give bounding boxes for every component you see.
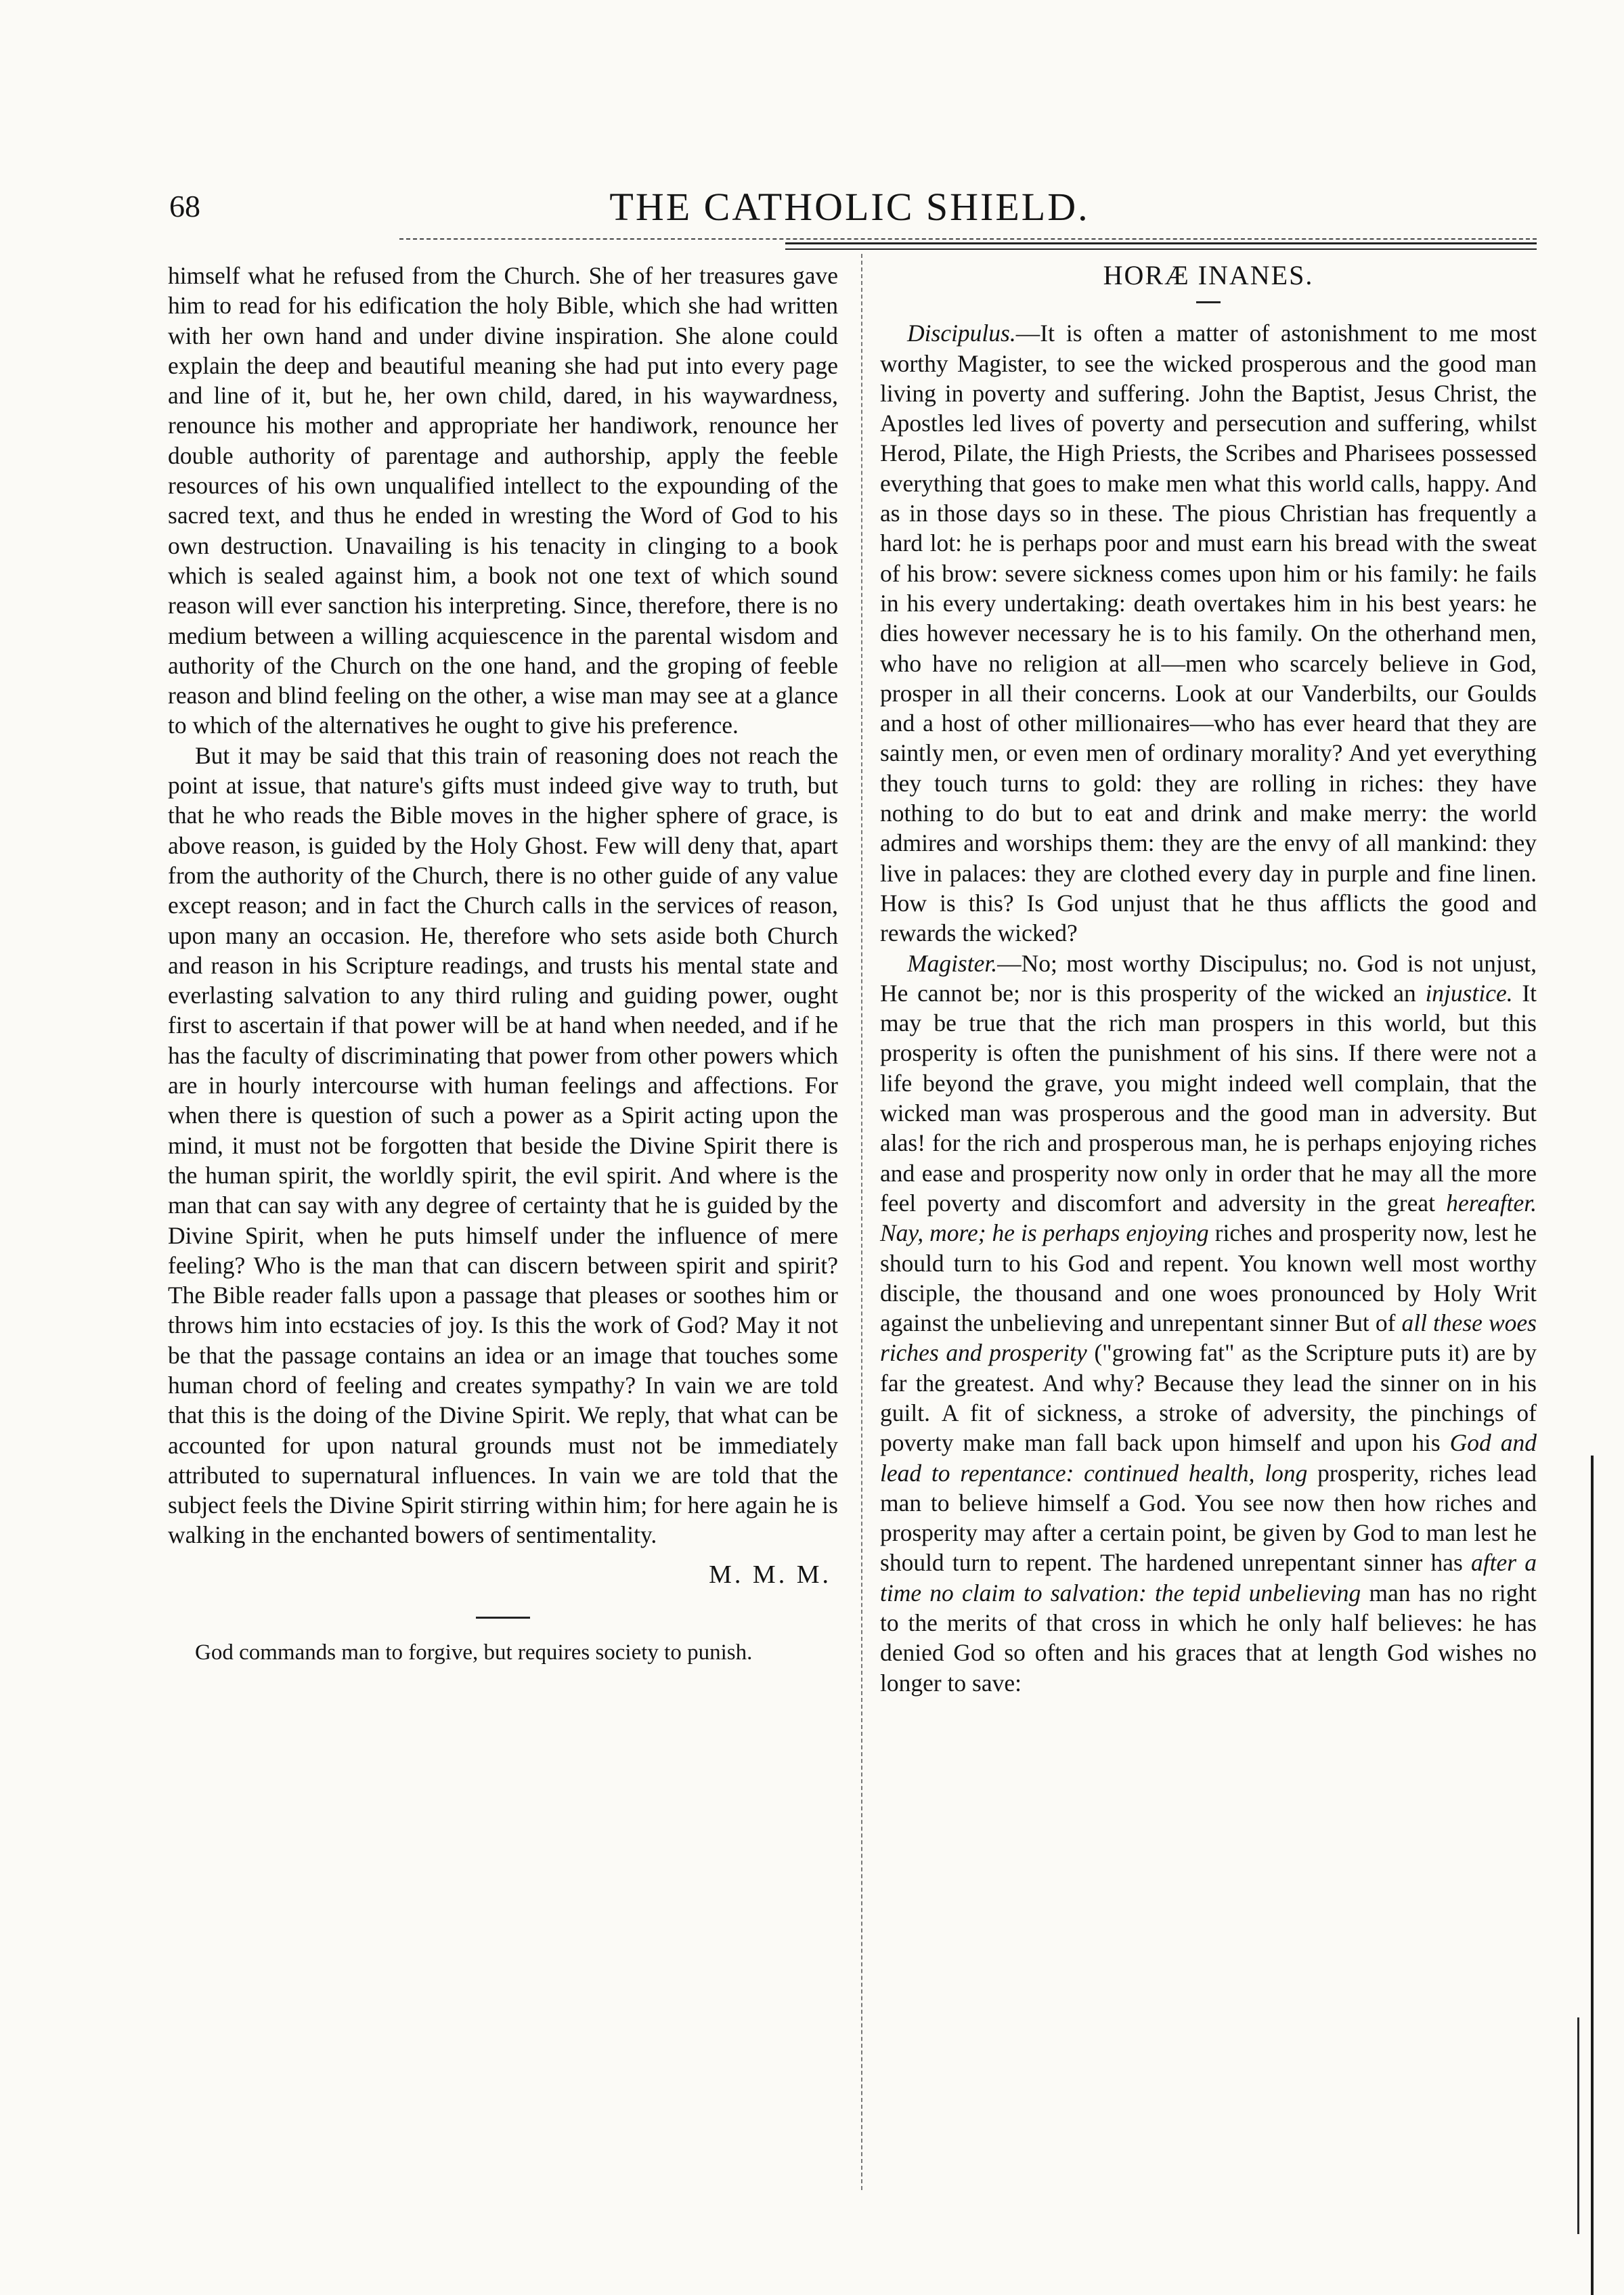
dialogue-paragraph-1 (880, 318, 1537, 948)
dialogue-text-2h: God and lead to repentance: continued health, long (880, 1429, 1537, 1487)
right-column (880, 261, 1537, 1698)
speaker-discipulus: Discipulus. (907, 320, 1016, 347)
dialogue-text-2d: hereafter. Nay, more; he is perhaps enjoying (880, 1189, 1537, 1247)
dialogue-text-2e: riches and prosperity now, lest he should turn to his God and repent. You known well most worthy disciple, the thousand and one woes pronounced by Holy Writ against the unbelieving and unrepentant sinner But of (880, 1219, 1537, 1337)
title-dash (1196, 301, 1221, 303)
dialogue-paragraph-2 (880, 948, 1537, 1698)
author-signature: M. M. M. (709, 1560, 831, 1589)
left-column (168, 261, 838, 1667)
dialogue-text-1: —It is often a matter of astonishment to me most worthy Magister, to see the wicked prosperous and the good man living in poverty and suffering. John the Baptist, Jesus Christ, the Apostles led lives of poverty and persecution and suffering, whilst Herod, Pilate, the High Priests, the Scribes and Pharisees possessed everything that goes to make men what this world calls, happy. And as in those days so in these. The pious Christian has frequently a hard lot: he is perhaps poor and must earn his bread with the sweat of his brow: severe sickness comes upon him or his family: he fails in his every undertaking: death overtakes him in his best years: he dies however necessary he is to his family. On the otherhand men, who have no religion at all—men who scarcely believe in God, prosper in all their concerns. Look at our Vanderbilts, our Goulds and a host of other millionaires—who has ever heard that they are saintly men, or even men of ordinary morality? And yet everything they touch turns to gold: they are rolling in riches: they have nothing to do but to eat and drink and make merry: the world admires and worships them: they are the envy of all mankind: they live in palaces: they are clothed every day in purple and fine linen. How is this? Is God unjust that he thus afflicts the good and rewards the wicked? (880, 320, 1537, 947)
dialogue-text-2k: man has no right to the merits of that cross in which he only half believes: he has denied God so often and his graces that at length God wishes no longer to save: (880, 1579, 1537, 1697)
dialogue-text-2b: injustice. (1425, 979, 1513, 1007)
dialogue-text-2c: It may be true that the rich man prospers in this world, but this prosperity is often the punishment of his sins. If there were not a life beyond the grave, you might indeed well complain, that the wicked man was prosperous and the good man in adversity. But alas! for the rich and prosperous man, he is perhaps enjoying riches and ease and prosperity now only in order that he may all the more feel poverty and discomfort and adversity in the great (880, 979, 1537, 1217)
page-number: 68 (169, 189, 200, 223)
page-edge-line-inner (1577, 2017, 1579, 2234)
dialogue-text-2g: ("growing fat" as the Scripture puts it) are by far the greatest. And why? Because they lead the sinner on in his guilt. A fit of sickness, a stroke of adversity, the pinchings of poverty make man fall back upon himself and upon his (880, 1339, 1537, 1457)
left-paragraph-1: himself what he refused from the Church. She of her treasures gave him to read for his edification the holy Bible, which she had written with her own hand and under divine inspiration. She alone could explain the deep and beautiful meaning she had put into every page and line of it, but he, her own child, dared, in his waywardness, renounce his mother and appropriate her handiwork, renounce her double authority of parentage and authorship, apply the feeble resources of his own unqualified intellect to the expounding of the sacred text, and thus he ended in wresting the Word of God to his own destruction. Unavailing is his tenacity in clinging to a book which is sealed against him, a book not one text of which sound reason will ever sanction his interpreting. Since, therefore, there is no medium between a willing acquiescence in the parental wisdom and authority of the Church on the one hand, and the groping of feeble reason and blind feeling on the other, a wise man may see at a glance to which of the alternatives he ought to give his preference. (168, 262, 838, 739)
page-edge-line (1591, 1456, 1594, 2295)
header-rule-dashed (399, 238, 1537, 240)
left-paragraph-2: But it may be said that this train of reasoning does not reach the point at issue, that nature's gifts must indeed give way to truth, but that he who reads the Bible moves in the higher sphere of grace, is above reason, is guided by the Holy Ghost. Few will deny that, apart from the authority of the Church, there is no other guide of any value except reason; and in fact the Church calls in the services of reason, upon many an occasion. He, therefore who sets aside both Church and reason in his Scripture readings, and trusts his mental state and everlasting salvation to any third ruling and guiding power, ought first to ascertain if that power will be at hand when needed, and if he has the faculty of discriminating that power from other powers which are in hourly intercourse with human feelings and affections. For when there is question of such a power as a Spirit acting upon the mind, it must not be forgotten that beside the Divine Spirit there is the human spirit, the worldly spirit, the evil spirit. And where is the man that can say with any degree of certainty that he is guided by the Divine Spirit, when he puts himself under the influence of mere feeling? Who is the man that can discern between spirit and spirit? The Bible reader falls upon a passage that pleases or soothes him or throws him into ecstacies of joy. Is this the work of God? May it not be that the passage contains an idea or an image that touches some human chord of feeling and creates sympathy? In vain we are told that this is the doing of the Divine Spirit. We reply, that what can be accounted for upon natural grounds must not be immediately attributed to supernatural influences. In vain we are told that the subject feels the Divine Spirit stirring within him; for here again he is walking in the enchanted bowers of sentimentality. (168, 741, 838, 1549)
maxim-text: God commands man to forgive, but requires society to punish. (195, 1640, 753, 1665)
dialogue-text-2a: —No; most worthy Discipulus; no. God is not unjust, He cannot be; nor is this prosperity of the wicked an (880, 949, 1537, 1007)
speaker-magister: Magister. (907, 949, 998, 977)
section-rule (476, 1617, 530, 1619)
dialogue-text-2f: all these woes riches and prosperity (880, 1309, 1537, 1367)
dialogue-text-2j: after a time no claim to salvation: the tepid unbelieving (880, 1549, 1537, 1607)
section-title: HORÆ INANES. (1103, 260, 1314, 290)
running-title: THE CATHOLIC SHIELD. (609, 185, 1090, 229)
page-header (162, 184, 1537, 232)
header-rule-double (785, 242, 1537, 250)
column-divider (861, 254, 862, 2190)
dialogue-text-2i: prosperity, riches lead man to believe himself a God. You see now then how riches and prosperity may after a certain point, be given by God to man lest he should turn to repent. The hardened unrepentant sinner has (880, 1459, 1537, 1577)
